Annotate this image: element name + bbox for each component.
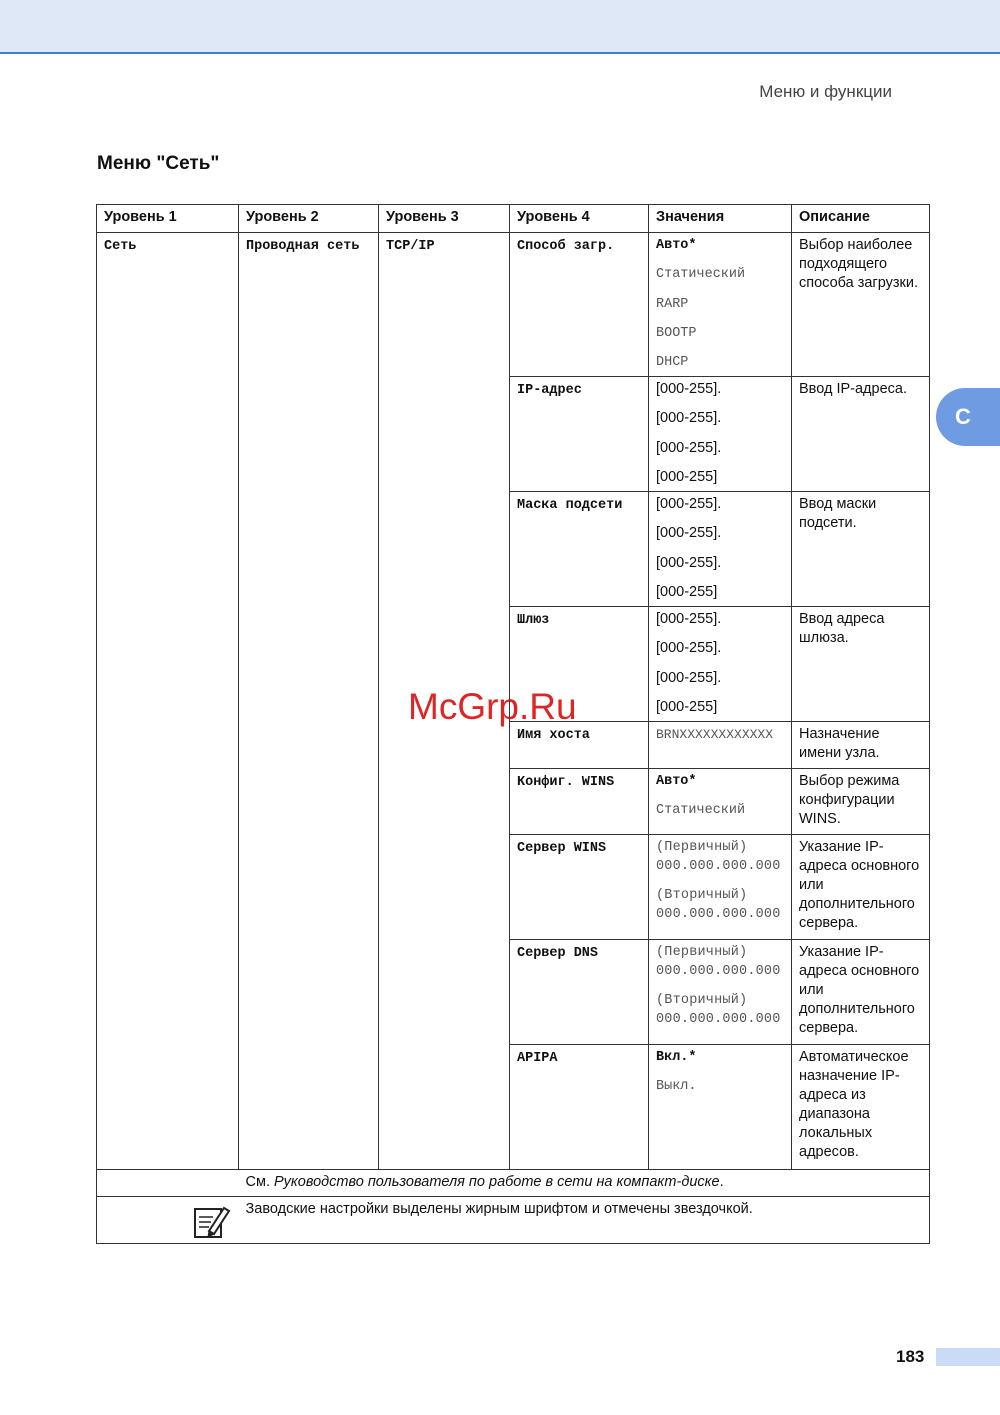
values-cell: [649, 492, 792, 607]
value-item: [000-255].: [656, 554, 722, 571]
description-cell: Выбор режима конфигурации WINS.: [792, 769, 930, 835]
appendix-tab[interactable]: C: [936, 388, 1000, 446]
page-number: 183: [896, 1347, 925, 1366]
level4-cell: [510, 492, 649, 607]
values-cell: [649, 940, 792, 1045]
value-item: [000-255].: [656, 525, 722, 542]
level1-label: Сеть: [104, 239, 137, 254]
value-item: (Вторичный): [656, 888, 748, 903]
value-item: [000-255].: [656, 640, 722, 657]
header-level1: Уровень 1: [97, 205, 239, 233]
header-level3: Уровень 3: [379, 205, 510, 233]
level4-cell: [510, 233, 649, 377]
chapter-title: Меню и функции: [759, 82, 892, 101]
note-text: Заводские настройки выделены жирным шрифтом и отмечены звездочкой.: [239, 1197, 930, 1244]
values-cell: [649, 835, 792, 940]
value-item: BOOTP: [656, 325, 697, 341]
value-item: [000-255].: [656, 410, 722, 427]
level4-label: IP-адрес: [517, 383, 582, 398]
note-row: [97, 1197, 930, 1244]
page-number-bar: [936, 1348, 1000, 1366]
value-item: (Первичный): [656, 840, 748, 855]
level4-cell: [510, 377, 649, 492]
value-item: Статический: [656, 267, 746, 283]
level4-label: Сервер WINS: [517, 841, 607, 856]
level4-label: Маска подсети: [517, 498, 623, 513]
description-cell: Указание IP-адреса основного или дополнительного сервера.: [792, 940, 930, 1045]
value-item: [000-255].: [656, 381, 722, 397]
values-cell: [649, 1045, 792, 1170]
header-values: Значения: [649, 205, 792, 233]
value-item: (Вторичный): [656, 993, 748, 1008]
level4-label: Имя хоста: [517, 728, 590, 743]
value-item: 000.000.000.000: [656, 964, 781, 979]
value-item: Статический: [656, 803, 746, 819]
level4-label: Конфиг. WINS: [517, 775, 615, 790]
level4-label: Шлюз: [517, 613, 550, 628]
level3-label: TCP/IP: [386, 239, 435, 254]
level2-label: Проводная сеть: [246, 239, 360, 254]
description-cell: Выбор наиболее подходящего способа загрузки.: [792, 233, 930, 377]
level1-cell: [97, 233, 239, 1170]
description-cell: Назначение имени узла.: [792, 722, 930, 769]
level4-cell: [510, 940, 649, 1045]
reference-row: [97, 1170, 930, 1197]
value-item: [000-255]: [656, 583, 718, 600]
table-row: [97, 233, 930, 377]
value-item: DHCP: [656, 355, 689, 371]
description-cell: Ввод маски подсети.: [792, 492, 930, 607]
values-cell: [649, 607, 792, 722]
value-item: [000-255]: [656, 468, 718, 485]
section-title: Меню "Сеть": [97, 153, 220, 174]
level2-cell: [239, 233, 379, 1170]
description-cell: Ввод IP-адреса.: [792, 377, 930, 492]
manual-reference: Руководство пользователя по работе в сети на компакт-диске: [274, 1174, 720, 1190]
value-item: Авто*: [656, 238, 697, 253]
value-item: [000-255].: [656, 439, 722, 456]
value-item: (Первичный): [656, 945, 748, 960]
note-pencil-icon: [191, 1201, 231, 1241]
values-cell: [649, 769, 792, 835]
level4-cell: [510, 835, 649, 940]
value-item: [000-255].: [656, 611, 722, 627]
value-item: Выкл.: [656, 1079, 697, 1095]
level4-label: Способ загр.: [517, 239, 615, 254]
level4-cell: [510, 769, 649, 835]
reference-text: См. Руководство пользователя по работе в сети на компакт-диске.: [239, 1170, 930, 1197]
values-cell: [649, 233, 792, 377]
description-cell: Ввод адреса шлюза.: [792, 607, 930, 722]
level4-label: APIPA: [517, 1051, 558, 1066]
header-description: Описание: [792, 205, 930, 233]
value-item: Вкл.*: [656, 1050, 697, 1065]
level4-cell: [510, 1045, 649, 1170]
header-level2: Уровень 2: [239, 205, 379, 233]
description-cell: Автоматическое назначение IP-адреса из диапазона локальных адресов.: [792, 1045, 930, 1170]
header-level4: Уровень 4: [510, 205, 649, 233]
value-item: Авто*: [656, 774, 697, 789]
value-item: BRNXXXXXXXXXXXX: [656, 727, 774, 742]
value-item: [000-255].: [656, 496, 722, 512]
value-item: 000.000.000.000: [656, 907, 781, 922]
values-cell: [649, 377, 792, 492]
value-item: RARP: [656, 296, 689, 312]
description-cell: Указание IP-адреса основного или дополнительного сервера.: [792, 835, 930, 940]
values-cell: [649, 722, 792, 769]
level4-cell: [510, 722, 649, 769]
value-item: 000.000.000.000: [656, 1012, 781, 1027]
value-item: 000.000.000.000: [656, 859, 781, 874]
value-item: [000-255]: [656, 698, 718, 715]
watermark: McGrp.Ru: [408, 686, 577, 727]
table-header-row: [97, 205, 930, 233]
level4-label: Сервер DNS: [517, 946, 599, 961]
value-item: [000-255].: [656, 669, 722, 686]
top-bar: [0, 0, 1000, 54]
